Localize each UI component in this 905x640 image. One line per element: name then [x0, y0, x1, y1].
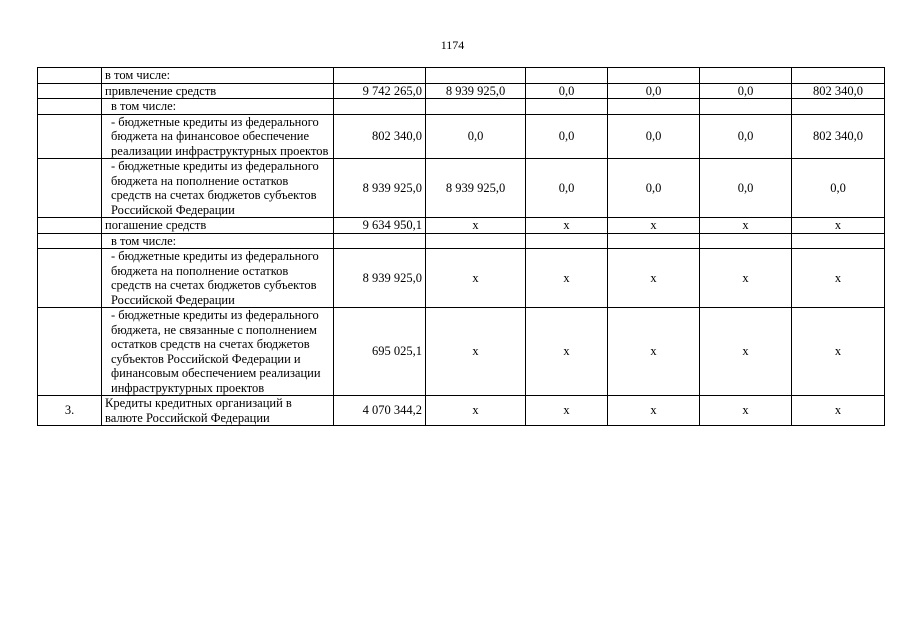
- value-cell: 802 340,0: [334, 114, 426, 159]
- value-cell: 0,0: [608, 114, 700, 159]
- table-row: [38, 68, 885, 84]
- row-name-cell: - бюджетные кредиты из федерального бюджета на пополнение остатков средств на счетах бюджетов субъектов Российской Федерации: [102, 159, 334, 218]
- row-name-cell: в том числе:: [102, 233, 334, 249]
- value-cell: х: [700, 218, 792, 234]
- table-row: [38, 159, 885, 218]
- table-row: [38, 114, 885, 159]
- value-cell: 0,0: [526, 114, 608, 159]
- table-row: [38, 308, 885, 396]
- value-cell: [608, 233, 700, 249]
- value-cell: х: [526, 396, 608, 426]
- table-row: [38, 99, 885, 115]
- value-cell: 0,0: [700, 159, 792, 218]
- row-number-cell: [38, 99, 102, 115]
- value-cell: 4 070 344,2: [334, 396, 426, 426]
- value-cell: х: [608, 396, 700, 426]
- value-cell: [608, 68, 700, 84]
- value-cell: 0,0: [526, 83, 608, 99]
- row-number-cell: [38, 159, 102, 218]
- row-name-cell: - бюджетные кредиты из федерального бюджета на финансовое обеспечение реализации инфраструктурных проектов: [102, 114, 334, 159]
- value-cell: 9 742 265,0: [334, 83, 426, 99]
- budget-table: [37, 67, 885, 426]
- value-cell: х: [700, 308, 792, 396]
- value-cell: 0,0: [526, 159, 608, 218]
- row-number-cell: [38, 218, 102, 234]
- page-number: 1174: [440, 38, 465, 52]
- value-cell: х: [526, 249, 608, 308]
- row-number-cell: [38, 68, 102, 84]
- value-cell: х: [792, 249, 885, 308]
- row-name-cell: погашение средств: [102, 218, 334, 234]
- value-cell: [700, 68, 792, 84]
- value-cell: [526, 68, 608, 84]
- value-cell: 8 939 925,0: [334, 159, 426, 218]
- value-cell: х: [792, 308, 885, 396]
- row-number-cell: 3.: [38, 396, 102, 426]
- value-cell: 0,0: [608, 159, 700, 218]
- table-row: [38, 233, 885, 249]
- row-name-cell: - бюджетные кредиты из федерального бюджета, не связанные с пополнением остатков средств на счетах бюджетов субъектов Российской Федерации и финансовым обеспечением реализации инфраструктурных проектов: [102, 308, 334, 396]
- value-cell: 0,0: [792, 159, 885, 218]
- value-cell: 8 939 925,0: [334, 249, 426, 308]
- value-cell: х: [608, 249, 700, 308]
- table-row: [38, 396, 885, 426]
- value-cell: х: [792, 396, 885, 426]
- value-cell: 0,0: [700, 114, 792, 159]
- table-row: [38, 83, 885, 99]
- value-cell: х: [608, 218, 700, 234]
- row-name-cell: привлечение средств: [102, 83, 334, 99]
- value-cell: 8 939 925,0: [426, 159, 526, 218]
- value-cell: [700, 233, 792, 249]
- value-cell: [792, 233, 885, 249]
- row-number-cell: [38, 83, 102, 99]
- value-cell: х: [426, 308, 526, 396]
- value-cell: х: [700, 249, 792, 308]
- value-cell: 802 340,0: [792, 114, 885, 159]
- value-cell: 0,0: [608, 83, 700, 99]
- value-cell: [426, 68, 526, 84]
- row-number-cell: [38, 114, 102, 159]
- table-row: [38, 249, 885, 308]
- value-cell: х: [426, 218, 526, 234]
- row-name-cell: в том числе:: [102, 68, 334, 84]
- row-number-cell: [38, 308, 102, 396]
- value-cell: [526, 99, 608, 115]
- value-cell: [334, 68, 426, 84]
- value-cell: [334, 99, 426, 115]
- row-number-cell: [38, 249, 102, 308]
- value-cell: х: [426, 396, 526, 426]
- value-cell: х: [700, 396, 792, 426]
- value-cell: 8 939 925,0: [426, 83, 526, 99]
- row-name-cell: - бюджетные кредиты из федерального бюджета на пополнение остатков средств на счетах бюджетов субъектов Российской Федерации: [102, 249, 334, 308]
- value-cell: [426, 233, 526, 249]
- value-cell: [334, 233, 426, 249]
- value-cell: 9 634 950,1: [334, 218, 426, 234]
- row-name-cell: Кредиты кредитных организаций в валюте Российской Федерации: [102, 396, 334, 426]
- value-cell: х: [426, 249, 526, 308]
- value-cell: х: [608, 308, 700, 396]
- value-cell: х: [792, 218, 885, 234]
- table-row: [38, 218, 885, 234]
- value-cell: 0,0: [426, 114, 526, 159]
- value-cell: [792, 99, 885, 115]
- value-cell: 802 340,0: [792, 83, 885, 99]
- value-cell: [792, 68, 885, 84]
- value-cell: [700, 99, 792, 115]
- value-cell: [426, 99, 526, 115]
- value-cell: 695 025,1: [334, 308, 426, 396]
- row-name-cell: в том числе:: [102, 99, 334, 115]
- value-cell: [608, 99, 700, 115]
- value-cell: 0,0: [700, 83, 792, 99]
- row-number-cell: [38, 233, 102, 249]
- value-cell: [526, 233, 608, 249]
- table-body: [38, 68, 885, 426]
- value-cell: х: [526, 308, 608, 396]
- value-cell: х: [526, 218, 608, 234]
